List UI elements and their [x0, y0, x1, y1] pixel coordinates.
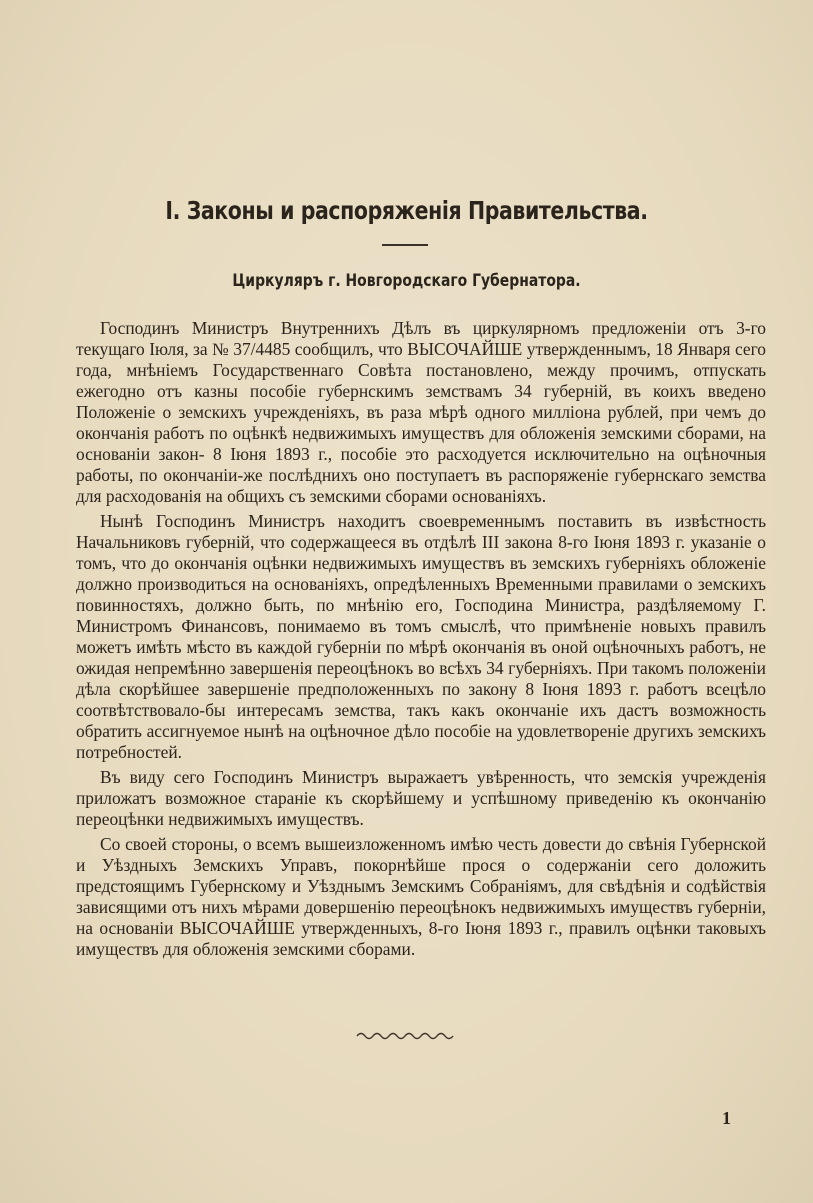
paragraph: Въ виду сего Господинъ Министръ выражаетъ увѣренность, что земскія учрежденія приложатъ возможное стараніе къ скорѣйшему и успѣшному приведенію къ окончанію переоцѣнки недвижимыхъ имуществъ.: [76, 767, 766, 829]
page-number: 1: [722, 1108, 731, 1128]
section-title: I. Законы и распоряженія Правительства.: [165, 196, 648, 225]
paragraph: Нынѣ Господинъ Министръ находитъ своевременнымъ поставить въ извѣстность Начальниковъ губерній, что содержащееся въ отдѣлѣ III закона 8-го Іюня 1893 г. указаніе о томъ, что до окончанія оцѣнки недвижимыхъ имуществъ въ земскихъ губерніяхъ обложеніе должно производиться на основаніяхъ, опредѣленныхъ Временными правилами о земскихъ повинностяхъ, должно быть, по мнѣнію его, Господина Министра, раздѣляемому Г. Министромъ Финансовъ, понимаемо въ томъ смыслѣ, что примѣненіе новыхъ правилъ можетъ имѣть мѣсто въ каждой губерніи по мѣрѣ окончанія въ оной оцѣночныхъ работъ, не ожидая непремѣнно завершенія переоцѣнокъ во всѣхъ 34 губерніяхъ. При такомъ положеніи дѣла скорѣйшее завершеніе предположенныхъ по закону 8 Іюня 1893 г. работъ всецѣло соотвѣтствовало-бы интересамъ земства, такъ какъ окончаніе ихъ дастъ возможность обратить ассигнуемое нынѣ на оцѣночное дѣло пособіе на удовлетвореніе другихъ земскихъ потребностей.: [76, 511, 766, 762]
body-text: [76, 318, 766, 964]
title-divider: [382, 244, 428, 246]
paragraph: Господинъ Министръ Внутреннихъ Дѣлъ въ циркулярномъ предложеніи отъ 3-го текущаго Іюля, за № 37/4485 сообщилъ, что ВЫСОЧАЙШЕ утвержденнымъ, 18 Января сего года, мнѣніемъ Государственнаго Совѣта постановлено, между прочимъ, отпускать ежегодно отъ казны пособіе губернскимъ земствамъ 34 губерній, въ коихъ введено Положеніе о земскихъ учрежденіяхъ, въ раза мѣрѣ одного милліона рублей, при чемъ до окончанія работъ по оцѣнкѣ недвижимыхъ имуществъ для обложенія земскими сборами, на основаніи закон- 8 Іюня 1893 г., пособіе это расходуется исключительно на оцѣночныя работы, по окончаніи-же послѣднихъ оно поступаетъ въ распоряженіе губернскаго земства для расходованія на общихъ съ земскими сборами основаніяхъ.: [76, 318, 766, 506]
ornament-flourish: [355, 1030, 455, 1040]
paragraph: Со своей стороны, о всемъ вышеизложенномъ имѣю честь довести до свѣнія Губернской и Уѣздныхъ Земскихъ Управъ, покорнѣйше прося о содержаніи сего доложить предстоящимъ Губернскому и Уѣзднымъ Земскимъ Собраніямъ, для свѣдѣнія и содѣйствія зависящими отъ нихъ мѣрами довершенію переоцѣнокъ недвижимыхъ имуществъ губерніи, на основаніи ВЫСОЧАЙШЕ утвержденныхъ, 8-го Іюня 1893 г., правилъ оцѣнки таковыхъ имуществъ для обложенія земскими сборами.: [76, 834, 766, 959]
circular-title: Циркуляръ г. Новгородскаго Губернатора.: [232, 271, 581, 291]
